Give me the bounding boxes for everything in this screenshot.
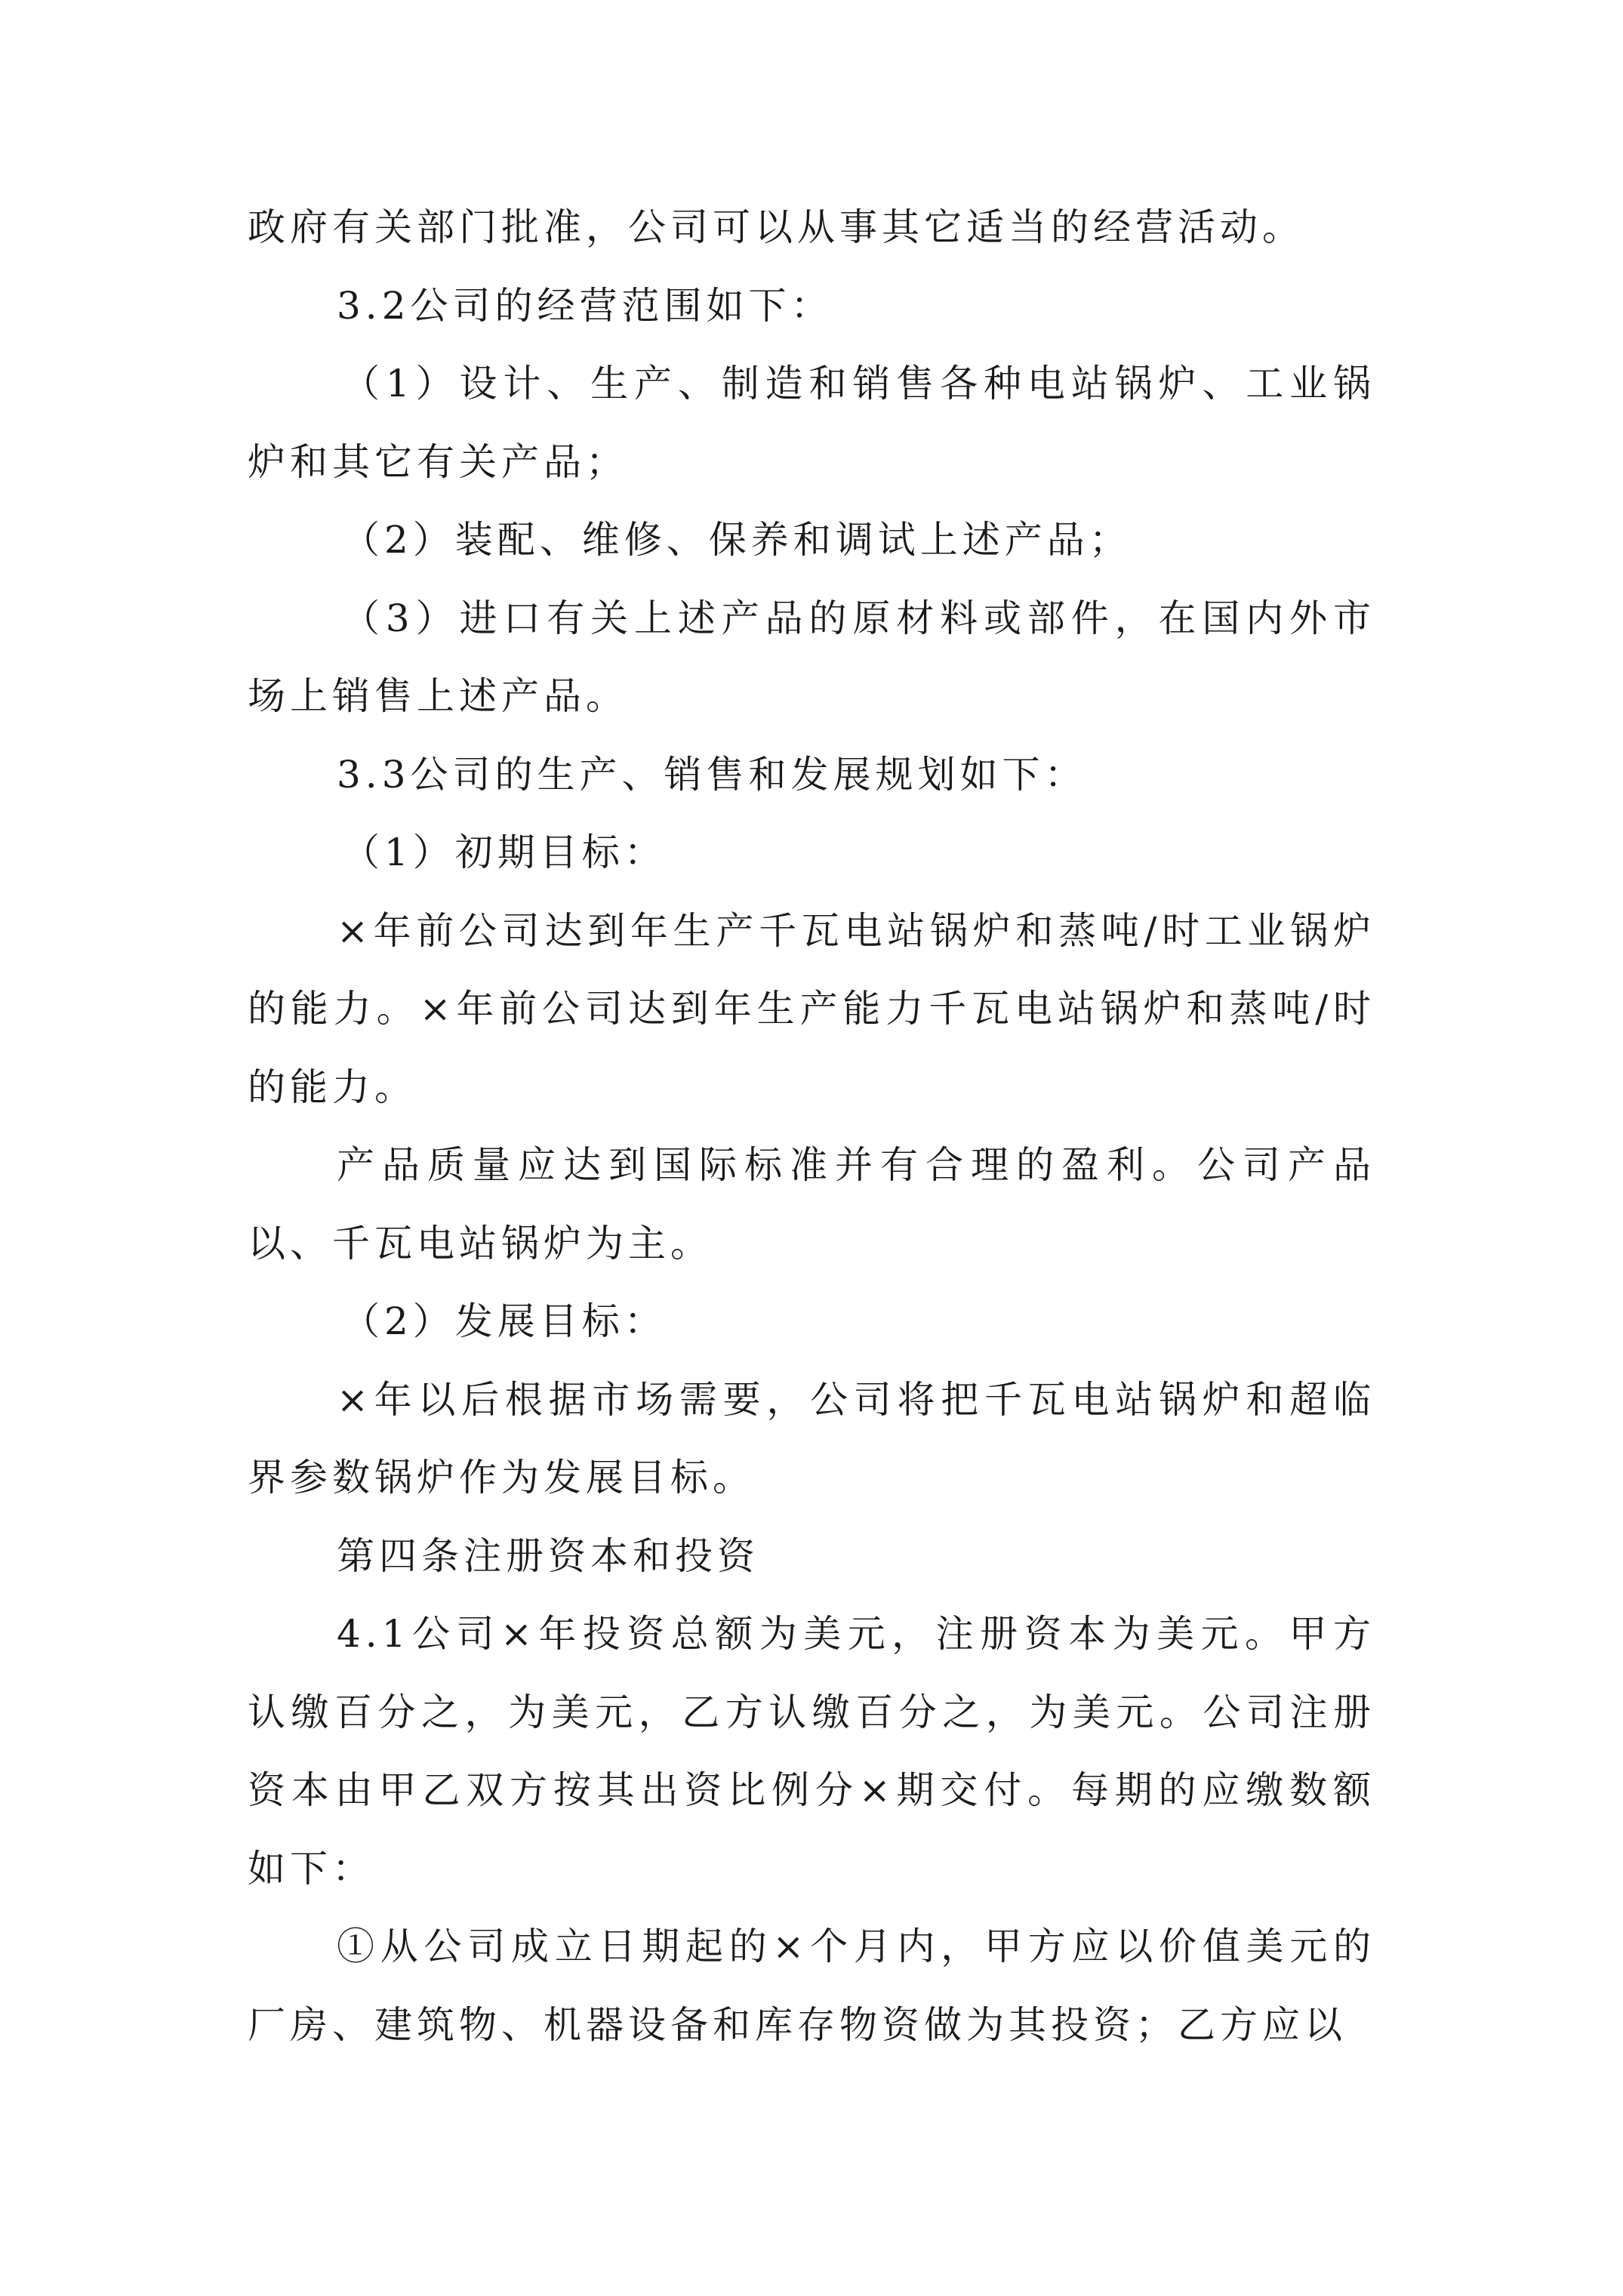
payment-installment-1: ①从公司成立日期起的×个月内，甲方应以价值美元的厂房、建筑物、机器设备和库存物资做为其投资；乙方应以 <box>248 1925 1375 2047</box>
initial-goal-capacity: ×年前公司达到年生产千瓦电站锅炉和蒸吨/时工业锅炉的能力。×年前公司达到年生产能力千瓦电站锅炉和蒸吨/时的能力。 <box>248 908 1375 1109</box>
article-4-heading: 第四条注册资本和投资 <box>337 1533 759 1578</box>
clause-4-1: 4.1公司×年投资总额为美元，注册资本为美元。甲方认缴百分之，为美元，乙方认缴百分之，为美元。公司注册资本由甲乙双方按其出资比例分×期交付。每期的应缴数额如下： <box>248 1612 1375 1891</box>
scope-item-1: （1）设计、生产、制造和销售各种电站锅炉、工业锅炉和其它有关产品； <box>248 362 1375 484</box>
scope-item-2: （2）装配、维修、保养和调试上述产品； <box>342 518 1132 562</box>
development-goal-text: ×年以后根据市场需要，公司将把千瓦电站锅炉和超临界参数锅炉作为发展目标。 <box>248 1377 1375 1499</box>
initial-goal-quality: 产品质量应达到国际标准并有合理的盈利。公司产品以、千瓦电站锅炉为主。 <box>248 1143 1375 1265</box>
scope-item-3: （3）进口有关上述产品的原材料或部件，在国内外市场上销售上述产品。 <box>248 596 1375 718</box>
document-body <box>248 189 1375 2064</box>
paragraph-business-approval: 政府有关部门批准，公司可以从事其它适当的经营活动。 <box>248 205 1304 249</box>
development-goal-heading: （2）发展目标： <box>342 1299 667 1343</box>
clause-3-2-heading: 3.2公司的经营范围如下： <box>337 283 833 328</box>
initial-goal-heading: （1）初期目标： <box>342 831 667 874</box>
clause-3-3-heading: 3.3公司的生产、销售和发展规划如下： <box>337 752 1087 797</box>
